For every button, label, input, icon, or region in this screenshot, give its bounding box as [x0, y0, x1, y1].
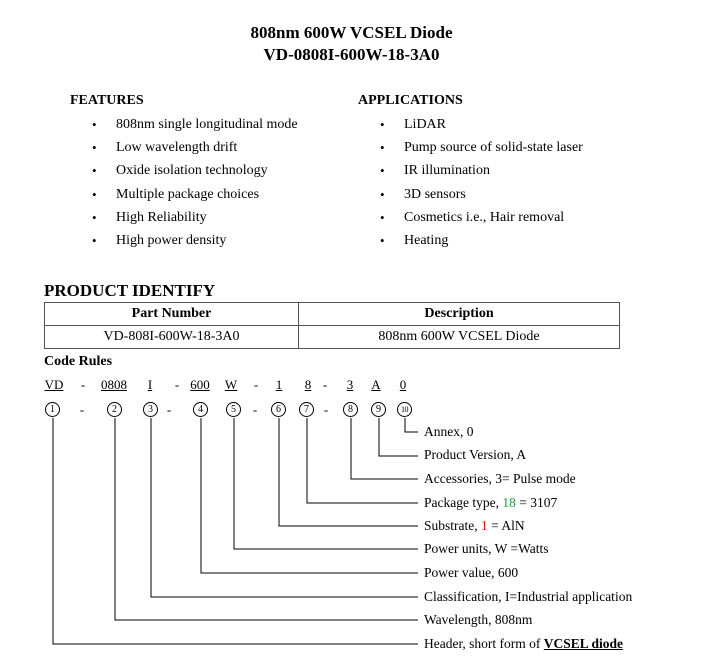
table-cell: VD-808I-600W-18-3A0	[45, 326, 299, 349]
list-item: • Pump source of solid-state laser	[378, 136, 583, 159]
connector-2	[115, 418, 418, 620]
code-number-7: 7	[299, 402, 314, 417]
connector-9	[379, 418, 418, 456]
code-segment: 0808	[101, 377, 127, 392]
code-number-3: 3	[143, 402, 158, 417]
label-value: 1	[481, 518, 488, 533]
code-segment: 600	[190, 377, 210, 392]
code-number-4: 4	[193, 402, 208, 417]
code-label-version: Product Version, A	[424, 447, 527, 462]
label-text: Substrate,	[424, 518, 481, 533]
product-identify-heading: PRODUCT IDENTIFY	[44, 281, 216, 300]
list-item: • Cosmetics i.e., Hair removal	[378, 206, 583, 229]
list-item: • High Reliability	[90, 206, 298, 229]
code-separator: -	[252, 402, 258, 417]
column-header: Part Number	[45, 303, 299, 326]
code-number-8: 8	[343, 402, 358, 417]
connector-7	[307, 418, 418, 503]
features-heading: FEATURES	[70, 93, 144, 108]
code-number-5: 5	[226, 402, 241, 417]
list-item: • LiDAR	[378, 113, 583, 136]
code-number-2: 2	[107, 402, 122, 417]
list-item: • IR illumination	[378, 159, 583, 182]
code-segment: VD	[44, 377, 64, 392]
code-number-6: 6	[271, 402, 286, 417]
list-item: • Low wavelength drift	[90, 136, 298, 159]
part-number-title: VD-0808I-600W-18-3A0	[263, 45, 440, 64]
connector-1	[53, 418, 418, 644]
label-value: 18	[502, 495, 516, 510]
code-label-classification: Classification, I=Industrial application	[424, 589, 633, 604]
connector-5	[234, 418, 418, 549]
code-segment: -	[80, 377, 86, 392]
code-separator: -	[323, 402, 329, 417]
connector-10	[405, 418, 418, 432]
label-text: Header, short form of	[424, 636, 544, 651]
table-cell: 808nm 600W VCSEL Diode	[299, 326, 620, 349]
connector-8	[351, 418, 418, 479]
page-title: 808nm 600W VCSEL Diode	[250, 23, 453, 42]
code-segment: 1	[275, 377, 283, 392]
label-text: = AlN	[487, 518, 525, 533]
list-item: • 808nm single longitudinal mode	[90, 113, 298, 136]
code-segment: -	[174, 377, 180, 392]
code-segment: -	[322, 377, 328, 392]
connector-3	[151, 418, 418, 597]
label-text: Package type,	[424, 495, 503, 510]
code-label-package	[424, 495, 557, 511]
code-label-header	[424, 636, 623, 652]
code-segment: -	[253, 377, 259, 392]
applications-heading: APPLICATIONS	[358, 93, 463, 108]
code-segment: 0	[399, 377, 407, 392]
code-number-10: 10	[397, 402, 412, 417]
connector-6	[279, 418, 418, 526]
code-label-accessories: Accessories, 3= Pulse mode	[424, 471, 576, 486]
code-label-wavelength: Wavelength, 808nm	[424, 612, 533, 627]
code-segment: 3	[346, 377, 354, 392]
code-segment: I	[147, 377, 153, 392]
code-number-1: 1	[45, 402, 60, 417]
code-segment: A	[371, 377, 381, 392]
code-segment: W	[224, 377, 238, 392]
list-item: • 3D sensors	[378, 183, 583, 206]
code-label-annex: Annex, 0	[424, 424, 474, 439]
label-emphasis: VCSEL diode	[543, 636, 623, 651]
list-item: • Oxide isolation technology	[90, 159, 298, 182]
code-separator: -	[166, 402, 172, 417]
code-rules-heading: Code Rules	[44, 354, 113, 369]
list-item: • Heating	[378, 229, 583, 252]
code-segment: 8	[304, 377, 312, 392]
list-item: • High power density	[90, 229, 298, 252]
list-item: • Multiple package choices	[90, 183, 298, 206]
code-separator: -	[79, 402, 85, 417]
code-label-substrate	[424, 518, 525, 534]
code-number-9: 9	[371, 402, 386, 417]
column-header: Description	[299, 303, 620, 326]
code-label-power-value: Power value, 600	[424, 565, 519, 580]
label-text: = 3107	[515, 495, 558, 510]
code-label-power-units: Power units, W =Watts	[424, 541, 549, 556]
